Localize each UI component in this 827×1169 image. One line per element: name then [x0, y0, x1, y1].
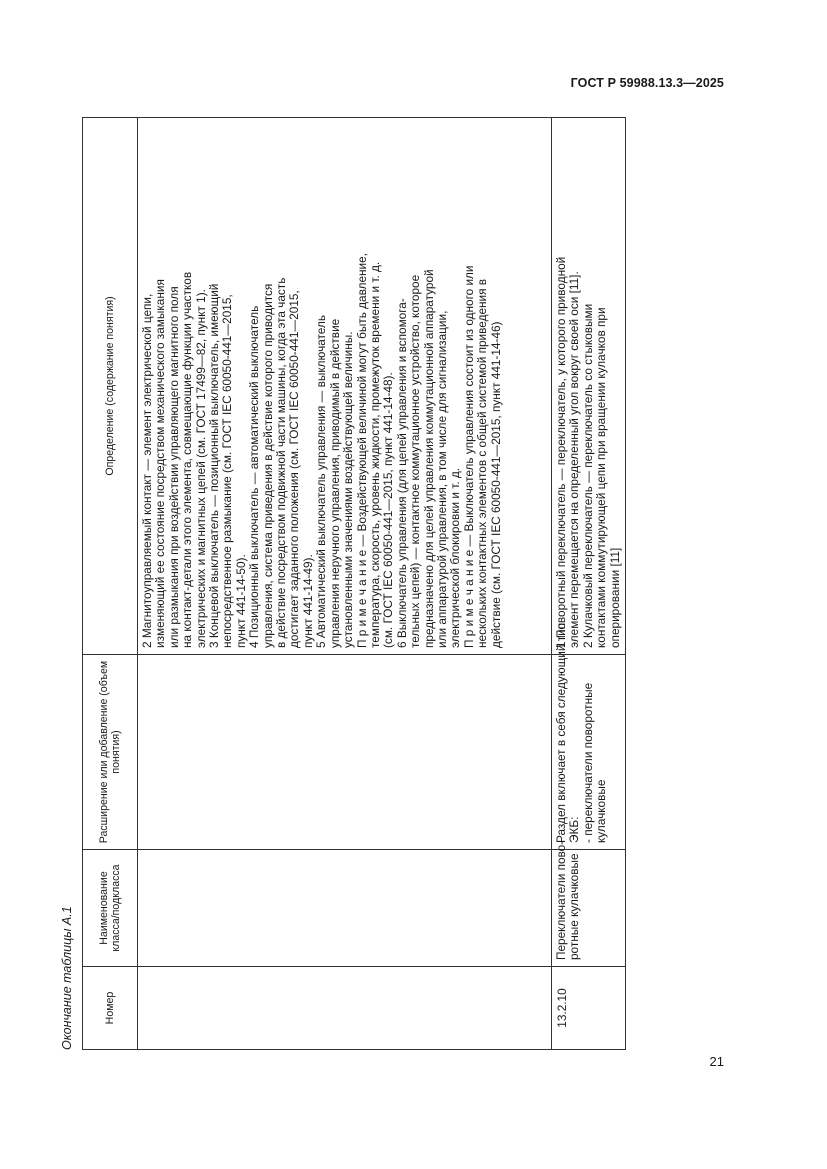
page-number: 21: [709, 1054, 724, 1069]
definition-line: установленными значениями воздействующей величины.: [341, 331, 356, 648]
definition-line: на контакт-детали этого элемента, совмещающие функции участков: [180, 271, 195, 648]
scope-line: Раздел включает в себя следующий тип: [554, 622, 568, 843]
definition-line: предназначено для целей управления коммутационной аппаратурой: [421, 269, 436, 648]
column-header-definition: Определение (содержание понятия): [83, 118, 138, 655]
table-caption: Окончание таблицы А.1: [60, 906, 74, 1050]
note-line: П р и м е ч а н и е — Воздействующей величиной могут быть давление,: [354, 253, 369, 648]
rotated-table-block: [60, 110, 622, 1050]
cell-scope: [552, 622, 626, 850]
definition-line: управления неручного управления, приводимый в действие: [327, 318, 342, 648]
definition-line: 5 Автоматический выключатель управления — выключатель: [314, 314, 329, 648]
definition-line: достигает заданного положения (см. ГОСТ IEC 60050-441—2015,: [287, 290, 302, 648]
scope-line: ЭКБ:: [567, 816, 582, 843]
table-row: [138, 118, 552, 1050]
table-row: [552, 118, 626, 1050]
definition-line: непосредственное размыкание (см. ГОСТ IEC 60050-441—2015,: [220, 294, 235, 648]
note-line: действие (см. ГОСТ IEC 60050-441—2015, пункт 441-14-46): [488, 321, 503, 648]
cell-number: 13.2.10: [552, 967, 626, 1050]
definition-line: оперировании [11]: [607, 547, 622, 648]
cell-definition: [552, 118, 626, 655]
column-header-number: Номер: [83, 967, 138, 1050]
definition-line: в действие посредством подвижной части машины, когда эта часть: [274, 277, 289, 648]
definition-line: контактами коммутирующей цепи при вращении кулачков при: [594, 307, 609, 648]
note-line: П р и м е ч а н и е — Выключатель управления состоит из одного или: [461, 265, 476, 648]
name-line: ротные кулачковые: [567, 853, 582, 960]
definition-line: пункт 441-14-50).: [233, 554, 248, 648]
definition-line: или размыкания при воздействии управляющего магнитного поля: [166, 286, 181, 648]
definition-line: управления, система приведения в действие которого приводится: [260, 283, 275, 648]
definition-line: или аппаратурой управления, в том числе для сигнализации,: [434, 310, 449, 648]
definition-line: 3 Концевой выключатель — позиционный выключатель, имеющий: [207, 283, 222, 648]
document-header: ГОСТ Р 59988.13.3—2025: [570, 76, 724, 90]
column-header-scope: Расширение или добавление (объем понятия): [83, 655, 138, 850]
definition-line: 1 Поворотный переключатель — переключатель, у которого приводной: [554, 256, 568, 648]
definition-line: изменяющий ее состояние посредством механического замыкания: [153, 279, 168, 648]
table-header-row: [83, 118, 138, 1050]
cell-number: [138, 967, 552, 1050]
definition-line: 2 Кулачковый переключатель — переключатель со стыковыми: [580, 303, 595, 648]
definition-line: тельных цепей) — контактное коммутационное устройство, которое: [408, 274, 423, 648]
note-line: нескольких контактных элементов с общей системой приведения в: [475, 278, 490, 648]
cell-scope: [138, 655, 552, 850]
definition-line: 6 Выключатель управления (для цепей управления и вспомога-: [394, 298, 409, 648]
definition-line: электрических и магнитных цепей (см. ГОСТ 17499—82, пункт 1).: [193, 289, 208, 648]
definition-line: электрической блокировки и т. д.: [448, 467, 463, 648]
cell-definition: [138, 118, 552, 655]
definition-line: элемент перемещается на определенный угол вокруг своей оси [11].: [567, 271, 582, 648]
definition-line: 2 Магнитоуправляемый контакт — элемент электрической цепи,: [140, 293, 154, 648]
cell-name: [138, 850, 552, 967]
note-line: (см. ГОСТ IEC 60050-441—2015, пункт 441-14-48).: [381, 372, 396, 648]
name-line: Переключатели пово-: [554, 840, 568, 960]
definition-line: 4 Позиционный выключатель — автоматический выключатель: [247, 305, 262, 648]
cell-name: [552, 840, 626, 967]
column-header-name: Наименование класса/подкласса: [83, 850, 138, 967]
scope-line: - переключатели поворотные: [580, 682, 595, 843]
scope-line: кулачковые: [594, 779, 609, 843]
definitions-table: [82, 117, 626, 1050]
definition-line: пункт 441-14-49).: [300, 554, 315, 648]
note-line: температура, скорость, уровень жидкости, промежуток времени и т. д.: [367, 261, 382, 648]
